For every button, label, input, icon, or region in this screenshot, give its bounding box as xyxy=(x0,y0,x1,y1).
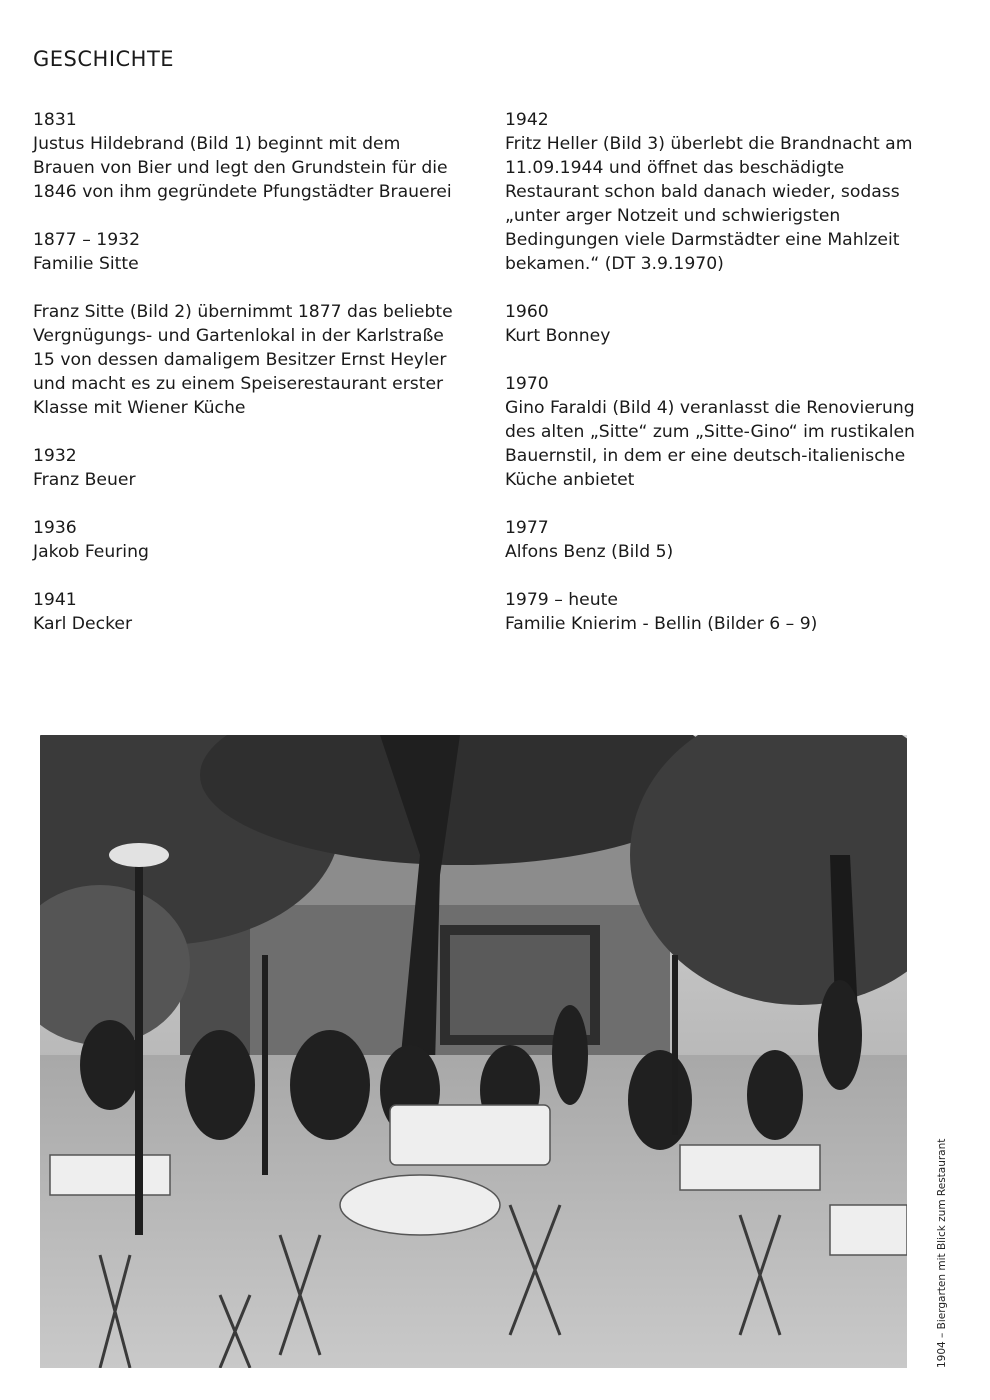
entry-year: 1960 xyxy=(505,302,549,322)
entry-year: 1831 xyxy=(33,110,77,130)
entry-year: 1932 xyxy=(33,446,77,466)
entry-year: 1936 xyxy=(33,518,77,538)
entry-text: Jakob Feuring xyxy=(33,542,149,562)
historic-beer-garden-photo xyxy=(40,735,907,1368)
entry-text: Familie Sitte xyxy=(33,254,139,274)
timeline-right-column xyxy=(505,108,965,660)
entry-text: Karl Decker xyxy=(33,614,133,634)
entry-text: Alfons Benz (Bild 5) xyxy=(505,542,674,562)
entry-text: Franz Sitte (Bild 2) übernimmt 1877 das beliebte Vergnügungs- und Gartenlokal in der Karlstraße 15 von dessen damaligem Besitzer Ernst Heyler und macht es zu einem Speiserestaurant erster Klasse mit Wiener Küche xyxy=(33,302,453,418)
entry-text: Kurt Bonney xyxy=(505,326,611,346)
page-title: GESCHICHTE xyxy=(33,47,175,72)
entry-year: 1979 – heute xyxy=(505,590,618,610)
timeline-entry xyxy=(505,372,965,492)
timeline-entry xyxy=(505,516,965,564)
entry-year: 1877 – 1932 xyxy=(33,230,141,250)
timeline-entry xyxy=(33,444,483,492)
timeline-entry xyxy=(33,588,483,636)
timeline-left-column xyxy=(33,108,483,660)
entry-year: 1942 xyxy=(505,110,549,130)
entry-text: Justus Hildebrand (Bild 1) beginnt mit dem Brauen von Bier und legt den Grundstein für die 1846 von ihm gegründete Pfungstädter Brauerei xyxy=(33,134,452,202)
timeline-entry xyxy=(505,108,965,276)
timeline-entry xyxy=(33,228,483,276)
entry-text: Gino Faraldi (Bild 4) veranlasst die Renovierung des alten „Sitte“ zum „Sitte-Gino“ im rustikalen Bauernstil, in dem er eine deutsch-italienische Küche anbietet xyxy=(505,398,915,490)
entry-year: 1941 xyxy=(33,590,77,610)
entry-text: Familie Knierim - Bellin (Bilder 6 – 9) xyxy=(505,614,818,634)
timeline-entry xyxy=(505,300,965,348)
timeline-entry xyxy=(33,108,483,204)
entry-year: 1977 xyxy=(505,518,549,538)
entry-text: Franz Beuer xyxy=(33,470,136,490)
entry-text: Fritz Heller (Bild 3) überlebt die Brandnacht am 11.09.1944 und öffnet das beschädigte Restaurant schon bald danach wieder, sodass „unter arger Notzeit und schwierigsten Bedingungen viele Darmstädter eine Mahlzeit bekamen.“ (DT 3.9.1970) xyxy=(505,134,913,274)
timeline-entry xyxy=(33,300,483,420)
entry-year: 1970 xyxy=(505,374,549,394)
photo-caption: 1904 – Biergarten mit Blick zum Restaurant xyxy=(936,1138,948,1368)
timeline-entry xyxy=(505,588,965,636)
timeline-entry xyxy=(33,516,483,564)
